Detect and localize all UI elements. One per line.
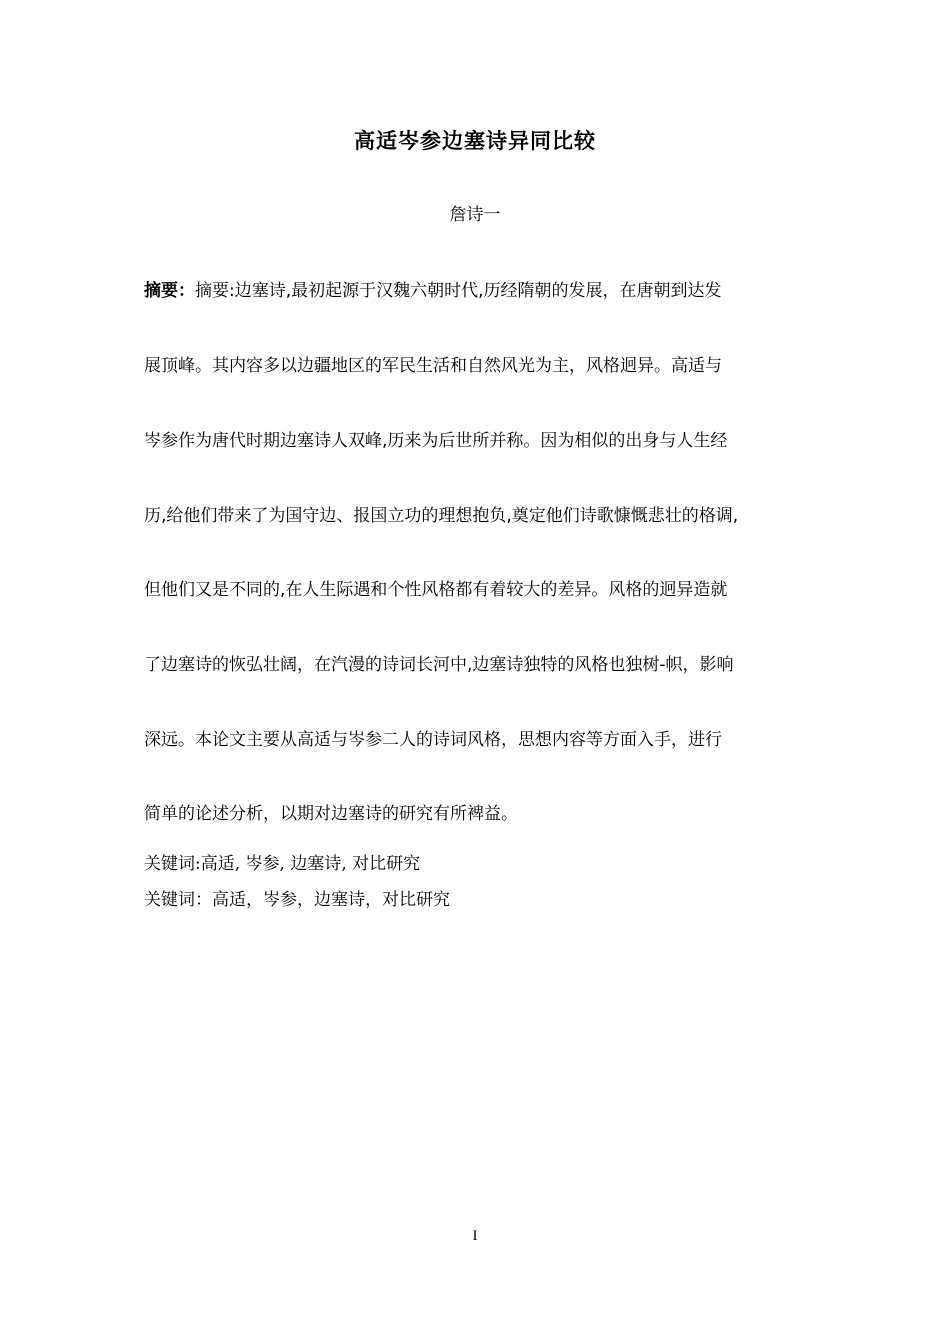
abstract-label: 摘要： [144, 281, 195, 301]
abstract-line-4: 历,给他们带来了为国守边、报国立功的理想抱负,奠定他们诗歌慷慨悲壮的格调, [144, 506, 739, 526]
paper-title: 高适岑参边塞诗异同比较 [354, 129, 596, 153]
abstract-line-5: 但他们又是不同的,在人生际遇和个性风格都有着较大的差异。风格的迥异造就 [144, 580, 728, 600]
abstract-line-7: 深远。本论文主要从高适与岑参二人的诗词风格，思想内容等方面入手，进行 [144, 730, 722, 750]
abstract-line-3: 岑参作为唐代时期边塞诗人双峰,历来为后世所并称。因为相似的出身与人生经 [144, 431, 728, 451]
abstract-line-6: 了边塞诗的恢弘壮阔，在汽漫的诗词长河中,边塞诗独特的风格也独树-帜，影响 [144, 655, 734, 675]
keywords-line-2: 关键词：高适，岑参，边塞诗，对比研究 [144, 890, 450, 910]
keywords-line-1: 关键词:高适, 岑参, 边塞诗, 对比研究 [144, 854, 421, 874]
abstract-line-2: 展顶峰。其内容多以边疆地区的军民生活和自然风光为主，风格迥异。高适与 [144, 356, 722, 376]
abstract-line-8: 简单的论述分析，以期对边塞诗的研究有所裨益。 [144, 804, 518, 824]
abstract-line-1 [144, 278, 824, 304]
page-number: I [472, 1228, 478, 1244]
paper-author: 詹诗一 [449, 205, 501, 225]
abstract-text: 摘要:边塞诗,最初起源于汉魏六朝时代,历经隋朝的发展，在唐朝到达发 [195, 281, 722, 301]
